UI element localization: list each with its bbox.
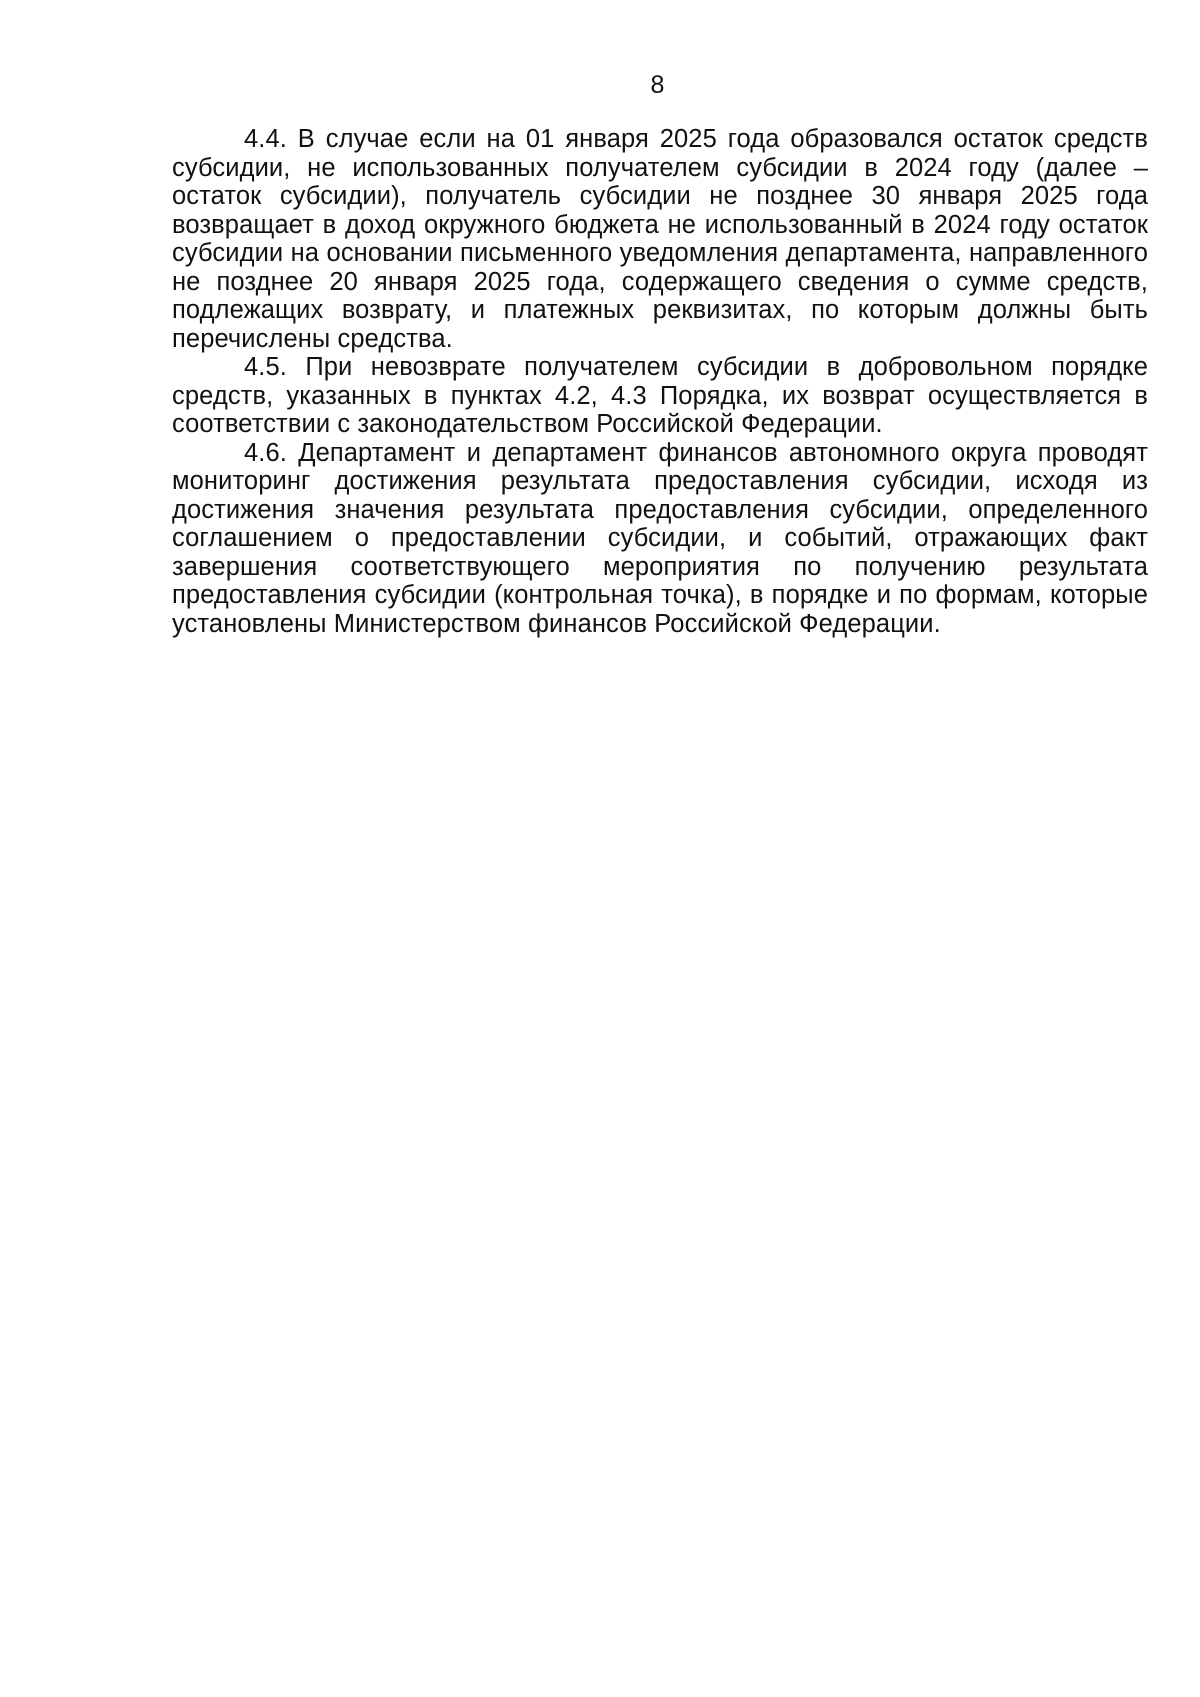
paragraph-4-5: 4.5. При невозврате получателем субсидии в добровольном порядке средств, указанных в пунктах 4.2, 4.3 Порядка, их возврат осуществляется в соответствии с законодательством Российской Федерации.: [172, 353, 1148, 438]
document-body: [172, 125, 1148, 638]
paragraph-4-4: 4.4. В случае если на 01 января 2025 года образовался остаток средств субсидии, не использованных получателем субсидии в 2024 году (далее – остаток субсидии), получатель субсидии не позднее 30 января 2025 года возвращает в доход окружного бюджета не использованный в 2024 году остаток субсидии на основании письменного уведомления департамента, направленного не позднее 20 января 2025 года, содержащего сведения о сумме средств, подлежащих возврату, и платежных реквизитах, по которым должны быть перечислены средства.: [172, 125, 1148, 353]
paragraph-4-6: 4.6. Департамент и департамент финансов автономного округа проводят мониторинг достижения результата предоставления субсидии, исходя из достижения значения результата предоставления субсидии, определенного соглашением о предоставлении субсидии, и событий, отражающих факт завершения соответствующего мероприятия по получению результата предоставления субсидии (контрольная точка), в порядке и по формам, которые установлены Министерством финансов Российской Федерации.: [172, 438, 1148, 638]
page-number: 8: [650, 71, 665, 99]
